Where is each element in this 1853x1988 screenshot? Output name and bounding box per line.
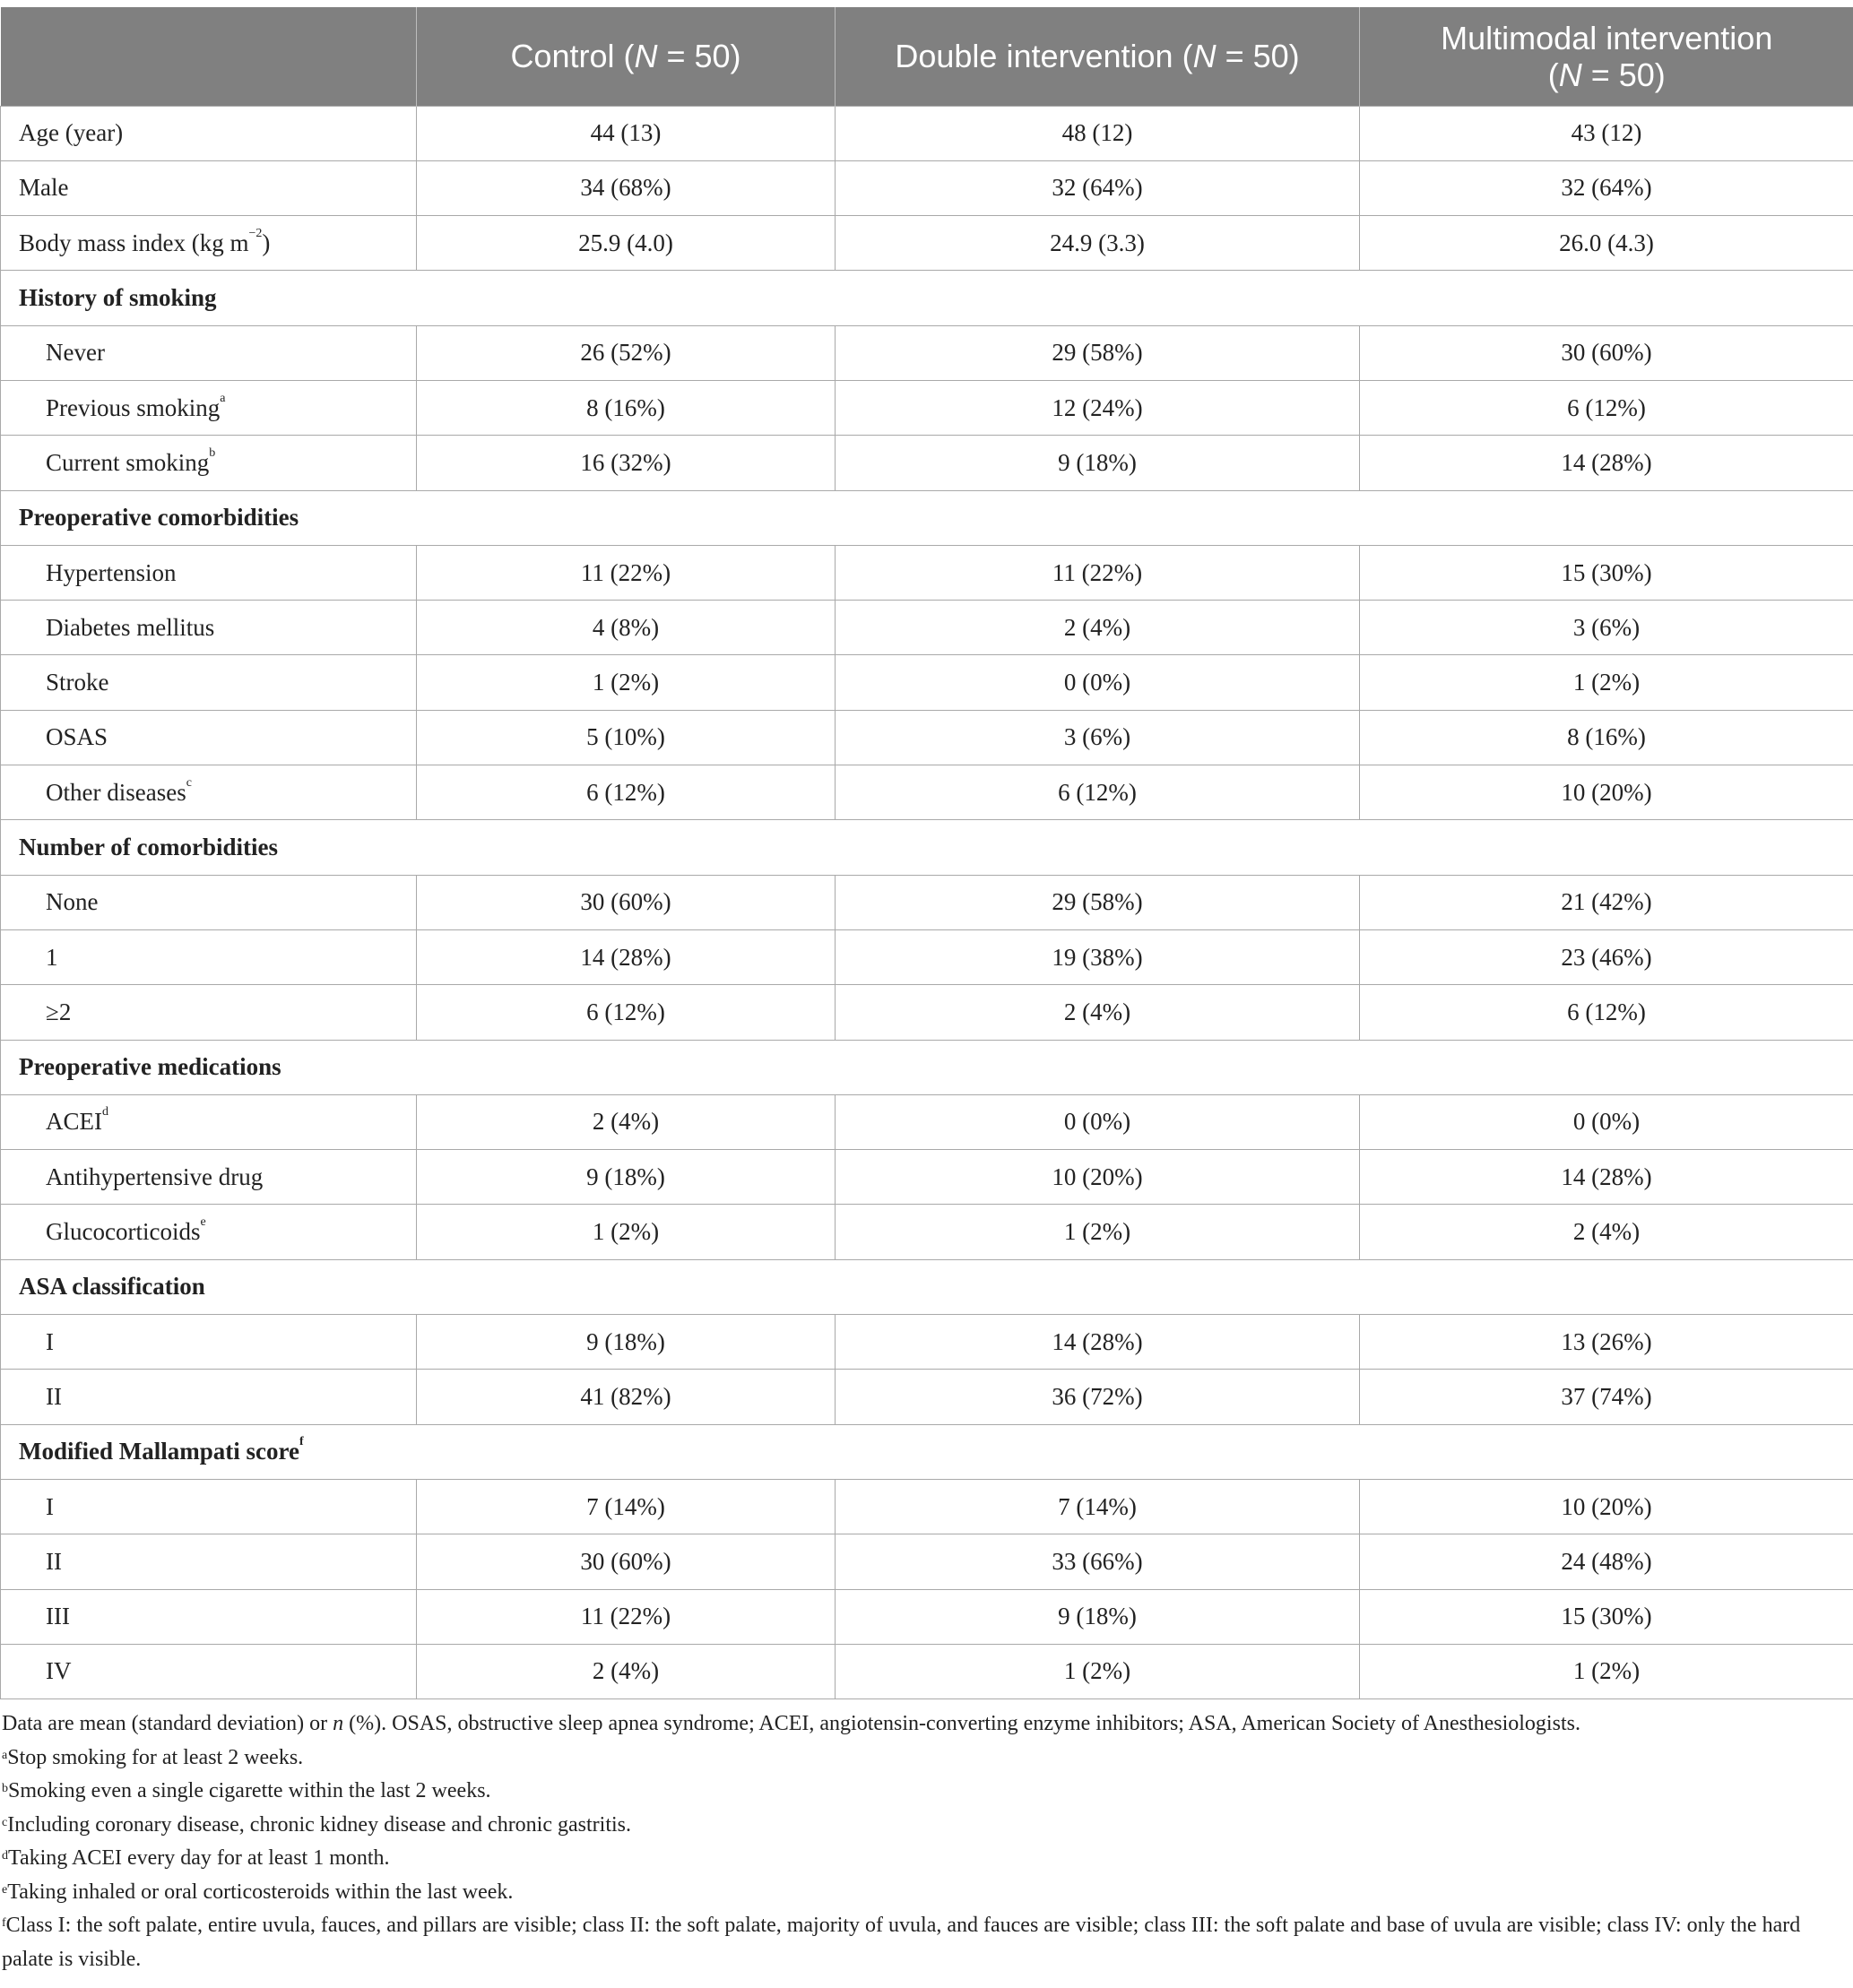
table-row-glucocorticoids [1,1205,1853,1259]
cell-control: 34 (68%) [417,160,836,215]
cell-double: 1 (2%) [836,1205,1360,1259]
row-label: OSAS [1,710,417,765]
footnote-d: $^d$Taking ACEI every day for at least 1 month. [2,1846,390,1870]
section-header-asa [1,1259,1853,1314]
cell-double: 10 (20%) [836,1150,1360,1205]
cell-multimodal: 13 (26%) [1360,1315,1853,1370]
table-row-one [1,929,1853,984]
cell-control: 41 (82%) [417,1370,836,1424]
table-row-osas [1,710,1853,765]
cell-control: 7 (14%) [417,1479,836,1534]
cell-double: 3 (6%) [836,710,1360,765]
cell-control: 25.9 (4.0) [417,216,836,271]
table-row-never [1,325,1853,380]
cell-control: 44 (13) [417,106,836,160]
cell-multimodal: 24 (48%) [1360,1534,1853,1589]
table-row-bmi [1,216,1853,271]
cell-double: 11 (22%) [836,545,1360,600]
cell-double: 36 (72%) [836,1370,1360,1424]
section-header-medications [1,1040,1853,1094]
cell-multimodal: 26.0 (4.3) [1360,216,1853,271]
cell-multimodal: 10 (20%) [1360,765,1853,820]
table-container [0,7,1853,1699]
table-row-other-diseases [1,765,1853,820]
table-header-row [1,7,1853,106]
header-multimodal-intervention: Multimodal intervention (N = 50) [1360,7,1853,106]
cell-double: 0 (0%) [836,1094,1360,1149]
table-row-male [1,160,1853,215]
cell-control: 5 (10%) [417,710,836,765]
table-row-mallampati-4 [1,1644,1853,1698]
row-label: Body mass index (kg $m^{-2}$) [1,216,417,271]
cell-multimodal: 10 (20%) [1360,1479,1853,1534]
cell-control: 30 (60%) [417,875,836,929]
cell-double: 6 (12%) [836,765,1360,820]
cell-multimodal: 6 (12%) [1360,380,1853,435]
cell-double: 2 (4%) [836,985,1360,1040]
row-label: Antihypertensive drug [1,1150,417,1205]
cell-double: 19 (38%) [836,929,1360,984]
cell-double: 7 (14%) [836,1479,1360,1534]
table-row-antihypertensive [1,1150,1853,1205]
row-label: ACEI$^d$ [1,1094,417,1149]
cell-double: 24.9 (3.3) [836,216,1360,271]
cell-control: 9 (18%) [417,1150,836,1205]
row-label: II [1,1534,417,1589]
cell-multimodal: 6 (12%) [1360,985,1853,1040]
row-label: Other diseases$^c$ [1,765,417,820]
footnote-c: $^c$Including coronary disease, chronic kidney disease and chronic gastritis. [2,1812,631,1837]
cell-multimodal: 14 (28%) [1360,436,1853,490]
row-label: Diabetes mellitus [1,601,417,655]
cell-multimodal: 3 (6%) [1360,601,1853,655]
table-row-previous-smoking [1,380,1853,435]
cell-control: 11 (22%) [417,1589,836,1644]
cell-double: 29 (58%) [836,325,1360,380]
cell-control: 6 (12%) [417,985,836,1040]
table-row-asa-1 [1,1315,1853,1370]
row-label: Never [1,325,417,380]
header-empty-cell [1,7,417,106]
section-header-smoking [1,271,1853,325]
table-row-diabetes [1,601,1853,655]
table-row-stroke [1,655,1853,710]
cell-double: 48 (12) [836,106,1360,160]
cell-control: 2 (4%) [417,1094,836,1149]
row-label: Male [1,160,417,215]
footnote-main: Data are mean (standard deviation) or n (%). OSAS, obstructive sleep apnea syndrome; ACEI, angiotensin-converting enzyme inhibitors; ASA, American Society of Anesthesiologists. [2,1712,1580,1735]
table-row-asa-2 [1,1370,1853,1424]
section-title: Modified Mallampati score$^f$ [1,1424,1853,1479]
header-double-intervention: Double intervention (N = 50) [836,7,1360,106]
cell-control: 8 (16%) [417,380,836,435]
cell-double: 0 (0%) [836,655,1360,710]
cell-double: 32 (64%) [836,160,1360,215]
row-label: I [1,1479,417,1534]
row-label: ≥2 [1,985,417,1040]
cell-multimodal: 21 (42%) [1360,875,1853,929]
cell-double: 12 (24%) [836,380,1360,435]
row-label: None [1,875,417,929]
table-footnotes [0,1707,1853,1976]
cell-control: 11 (22%) [417,545,836,600]
table-row-mallampati-2 [1,1534,1853,1589]
cell-multimodal: 1 (2%) [1360,1644,1853,1698]
row-label: Stroke [1,655,417,710]
section-title: ASA classification [1,1259,1853,1314]
baseline-characteristics-table [0,7,1853,1699]
row-label: Age (year) [1,106,417,160]
cell-multimodal: 0 (0%) [1360,1094,1853,1149]
section-header-comorbidities [1,490,1853,545]
cell-multimodal: 30 (60%) [1360,325,1853,380]
cell-double: 33 (66%) [836,1534,1360,1589]
footnote-a: $^a$Stop smoking for at least 2 weeks. [2,1745,304,1769]
cell-multimodal: 14 (28%) [1360,1150,1853,1205]
cell-multimodal: 1 (2%) [1360,655,1853,710]
row-label: Previous smoking$^a$ [1,380,417,435]
cell-control: 6 (12%) [417,765,836,820]
cell-double: 29 (58%) [836,875,1360,929]
cell-multimodal: 15 (30%) [1360,545,1853,600]
cell-double: 14 (28%) [836,1315,1360,1370]
cell-control: 2 (4%) [417,1644,836,1698]
cell-control: 9 (18%) [417,1315,836,1370]
cell-double: 9 (18%) [836,1589,1360,1644]
row-label: I [1,1315,417,1370]
cell-control: 4 (8%) [417,601,836,655]
cell-control: 1 (2%) [417,655,836,710]
table-row-age [1,106,1853,160]
table-row-hypertension [1,545,1853,600]
section-title: Number of comorbidities [1,820,1853,875]
section-title: History of smoking [1,271,1853,325]
cell-multimodal: 23 (46%) [1360,929,1853,984]
table-row-none [1,875,1853,929]
cell-double: 2 (4%) [836,601,1360,655]
footnote-f: $^f$Class I: the soft palate, entire uvula, fauces, and pillars are visible; class II: the soft palate, majority of uvula, and fauces are visible; class III: the soft palate and base of uvula are visible; class IV: only the hard palate is visible. [2,1914,1801,1971]
cell-multimodal: 37 (74%) [1360,1370,1853,1424]
cell-multimodal: 43 (12) [1360,106,1853,160]
row-label: II [1,1370,417,1424]
table-row-acei [1,1094,1853,1149]
cell-multimodal: 32 (64%) [1360,160,1853,215]
cell-control: 26 (52%) [417,325,836,380]
table-row-mallampati-1 [1,1479,1853,1534]
section-header-mallampati [1,1424,1853,1479]
cell-control: 30 (60%) [417,1534,836,1589]
cell-control: 14 (28%) [417,929,836,984]
footnote-b: $^b$Smoking even a single cigarette within the last 2 weeks. [2,1779,491,1802]
cell-multimodal: 2 (4%) [1360,1205,1853,1259]
table-row-mallampati-3 [1,1589,1853,1644]
section-title: Preoperative comorbidities [1,490,1853,545]
row-label: Hypertension [1,545,417,600]
header-control: Control (N = 50) [417,7,836,106]
row-label: Current smoking$^b$ [1,436,417,490]
footnote-e: $^e$Taking inhaled or oral corticosteroids within the last week. [2,1880,514,1904]
cell-double: 9 (18%) [836,436,1360,490]
section-header-number-comorbidities [1,820,1853,875]
table-row-two-plus [1,985,1853,1040]
cell-control: 16 (32%) [417,436,836,490]
cell-multimodal: 8 (16%) [1360,710,1853,765]
cell-control: 1 (2%) [417,1205,836,1259]
cell-multimodal: 15 (30%) [1360,1589,1853,1644]
cell-double: 1 (2%) [836,1644,1360,1698]
section-title: Preoperative medications [1,1040,1853,1094]
row-label: IV [1,1644,417,1698]
row-label: III [1,1589,417,1644]
row-label: 1 [1,929,417,984]
table-row-current-smoking [1,436,1853,490]
row-label: Glucocorticoids$^e$ [1,1205,417,1259]
